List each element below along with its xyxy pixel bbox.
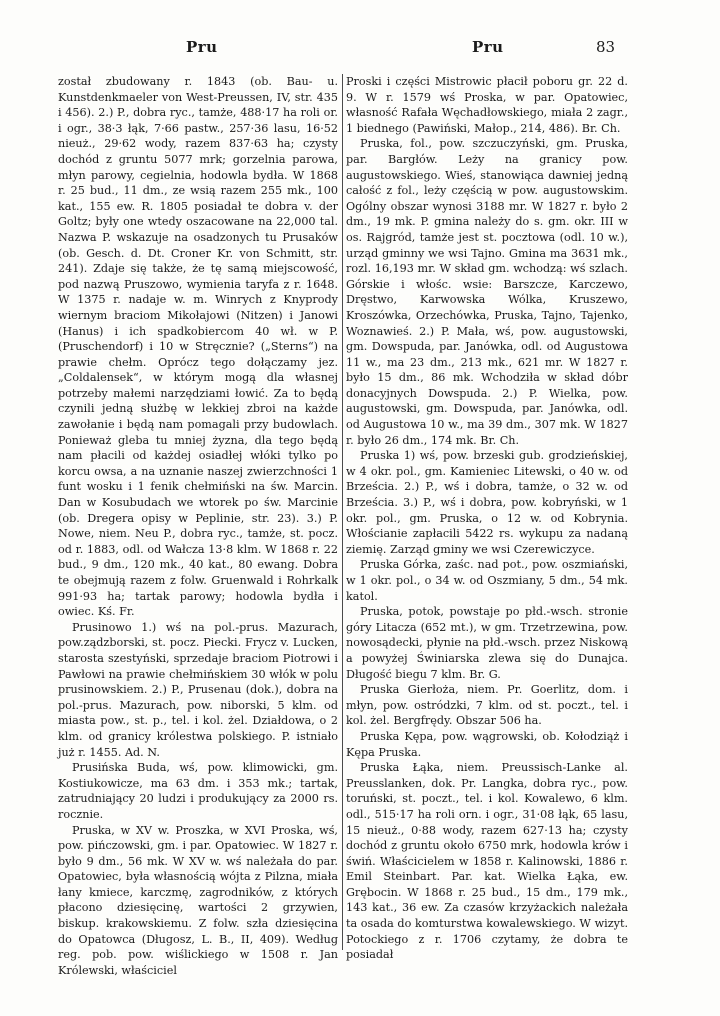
entry-paragraph: Pruska Łąka, niem. Preussisch-Lanke al. Preusslanken, dok. Pr. Langka, dobra ryc., pow. toruński, st. poczt., tel. i kol. Kowalewo, 6 klm. odl., 515·17 ha roli orn. i ogr., 31·08 łąk, 65 lasu, 15 nieuż., 0·88 wody, razem 627·13 ha; czysty dochód z gruntu około 6750 mrk, hodowla krów i świń. Właścicielem w 1858 r. Kalinowski, 1886 r. Emil Steinbart. Par. kat. Wielka Łąka, ew. Grębocin. W 1868 r. 25 bud., 15 dm., 179 mk., 143 kat., 36 ew. Za czasów krzyżackich należała ta osada do komturstwa kowalewskiego. W wizyt. Potockiego z r. 1706 czytamy, że dobra te posiadał	[346, 761, 628, 962]
entry-paragraph: Pruska Gierłoża, niem. Pr. Goerlitz, dom. i młyn, pow. ostródzki, 7 klm. od st. poczt., tel. i kol. żel. Bergfrędy. Obszar 506 ha.	[346, 683, 628, 728]
column-divider	[342, 74, 343, 950]
entry-paragraph: Pruska, fol., pow. szczuczyński, gm. Pruska, par. Bargłów. Leży na granicy pow. augustowskiego. Wieś, stanowiąca dawniej jedną całość z fol., leży częścią w pow. augustowskim. Ogólny obszar wynosi 3188 mr. W 1827 r. było 2 dm., 19 mk. P. gmina należy do s. gm. okr. III w os. Rajgród, tamże jest st. pocztowa (odl. 10 w.), urząd gminny we wsi Tajno. Gmina ma 3631 mk., rozl. 16,193 mr. W skład gm. wchodzą: wś szlach. Górskie i włośc. wsie: Barszcze, Karczewo, Dręstwo, Karwowska Wólka, Kruszewo, Kroszówka, Orzechówka, Pruska, Tajno, Tajenko, Woznawieś. 2.) P. Mała, wś, pow. augustowski, gm. Dowspuda, par. Janówka, odl. od Augustowa 11 w., ma 23 dm., 213 mk., 621 mr. W 1827 r. było 15 dm., 86 mk. Wchodziła w skład dóbr donacyjnych Dowspuda. 2.) P. Wielka, pow. augustowski, gm. Dowspuda, par. Janówka, odl. od Augustowa 10 w., ma 39 dm., 307 mk. W 1827 r. było 26 dm., 174 mk. Br. Ch.	[346, 137, 628, 447]
entry-paragraph: Pruska 1) wś, pow. brzeski gub. grodzieńskiej, w 4 okr. pol., gm. Kamieniec Litewski, o 40 w. od Brześcia. 2.) P., wś i dobra, tamże, o 32 w. od Brześcia. 3.) P., wś i dobra, pow. kobryński, w 1 okr. pol., gm. Pruska, o 12 w. od Kobrynia. Włościanie zapłacili 5422 rs. wykupu za nadaną ziemię. Zarząd gminy we wsi Czerewiczyce.	[346, 449, 628, 556]
entry-paragraph: Prusinowo 1.) wś na pol.-prus. Mazurach, pow.ządzborski, st. pocz. Piecki. Frycz v. Lucken, starosta szestyński, sprzedaje braciom Piotrowi i Pawłowi na prawie chełmińskiem 30 włók w polu prusinowskiem. 2.) P., Prusenau (dok.), dobra na pol.-prus. Mazurach, pow. niborski, 5 klm. od miasta pow., st. p., tel. i kol. żel. Działdowa, o 2 klm. od granicy królestwa polskiego. P. istniało już r. 1455. Ad. N.	[58, 620, 338, 759]
page-header	[0, 38, 720, 60]
entry-paragraph: Pruska, w XV w. Proszka, w XVI Proska, wś, pow. pińczowski, gm. i par. Opatowiec. W 1827 r. było 9 dm., 56 mk. W XV w. wś należała do par. Opatowiec, była własnością wójta z Pilzna, miała łany kmiece, karczmę, zagrodników, z których płacono dziesięcinę, wartości 2 grzywien, biskup. krakowskiemu. Z folw. szła dziesięcina do Opatowca (Długosz, L. B., II, 409). Według reg. pob. pow. wiślickiego w 1508 r. Jan Królewski, właściciel	[58, 823, 338, 977]
entry-paragraph: został zbudowany r. 1843 (ob. Bau- u. Kunstdenkmaeler von West-Preussen, IV, str. 435 i 456). 2.) P., dobra ryc., tamże, 488·17 ha roli or. i ogr., 38·3 łąk, 7·66 pastw., 257·36 lasu, 16·52 nieuż., 29·62 wody, razem 837·63 ha; czysty dochód z gruntu 5077 mrk; gorzelnia parowa, młyn parowy, cegielnia, hodowla bydła. W 1868 r. 25 bud., 11 dm., ze wsią razem 255 mk., 100 kat., 155 ew. R. 1805 posiadał te dobra v. der Goltz; były one wtedy oszacowane na 22,000 tal. Nazwa P. wskazuje na osadzonych tu Prusaków (ob. Gesch. d. Dt. Croner Kr. von Schmitt, str. 241). Zdaje się także, że tę samą miejscowość, pod nazwą Pruszowo, wymienia taryfa z r. 1648. W 1375 r. nadaje w. m. Winrych z Knyprody wiernym braciom Mikołajowi (Nitzen) i Janowi (Hanus) i ich spadkobiercom 40 wł. w P. (Pruschendorf) i 10 w Stręcznie? („Sterns“) na prawie chełm. Oprócz tego dołączamy jez. „Coldalensek“, w którym mogą dla własnej potrzeby małemi narzędziami łowić. Za to będą czynili jedną służbę w lekkiej zbroi na każde zawołanie i będą nam pomagali przy budowlach. Ponieważ gleba tu mniej żyzna, dla tego będą nam płacili od każdej osiadłej włóki tylko po korcu owsa, a na uznanie naszej zwierzchności 1 funt wosku i 1 fenik chełmiński na św. Marcin. Dan w Kosubudach we wtorek po św. Marcinie (ob. Dregera opisy w Peplinie, str. 23). 3.) P. Nowe, niem. Neu P., dobra ryc., tamże, st. pocz. od r. 1883, odl. od Wałcza 13·8 klm. W 1868 r. 22 bud., 9 dm., 120 mk., 40 kat., 80 ewang. Dobra te obejmują razem z folw. Gruenwald i Rohrkalk 991·93 ha; tartak parowy; hodowla bydła i owiec. Kś. Fr.	[58, 75, 338, 619]
entry-paragraph: Pruska Kępa, pow. wągrowski, ob. Kołodziąż i Kępa Pruska.	[346, 729, 628, 759]
entry-paragraph: Proski i części Mistrowic płacił poboru gr. 22 d. 9. W r. 1579 wś Proska, w par. Opatowiec, własność Rafała Węchadłowskiego, miała 2 zagr., 1 biednego (Pawiński, Małop., 214, 486). Br. Ch.	[346, 75, 628, 135]
page-number: 83	[596, 38, 616, 56]
right-column	[346, 74, 628, 962]
entry-paragraph: Pruska Górka, zaśc. nad pot., pow. oszmiański, w 1 okr. pol., o 34 w. od Oszmiany, 5 dm., 54 mk. katol.	[346, 558, 628, 603]
running-head-left: Pru	[186, 38, 218, 56]
entry-paragraph: Prusińska Buda, wś, pow. klimowicki, gm. Kostiukowicze, ma 63 dm. i 353 mk.; tartak, zatrudniający 20 ludzi i produkujący za 2000 rs. rocznie.	[58, 761, 338, 821]
running-head-right: Pru	[472, 38, 504, 56]
entry-paragraph: Pruska, potok, powstaje po płd.-wsch. stronie góry Litacza (652 mt.), w gm. Trzetrzewina, pow. nowosądecki, płynie na płd.-wsch. przez Niskową a powyżej Świniarska zlewa się do Dunajca. Długość biegu 7 klm. Br. G.	[346, 605, 628, 681]
left-column	[58, 74, 338, 977]
